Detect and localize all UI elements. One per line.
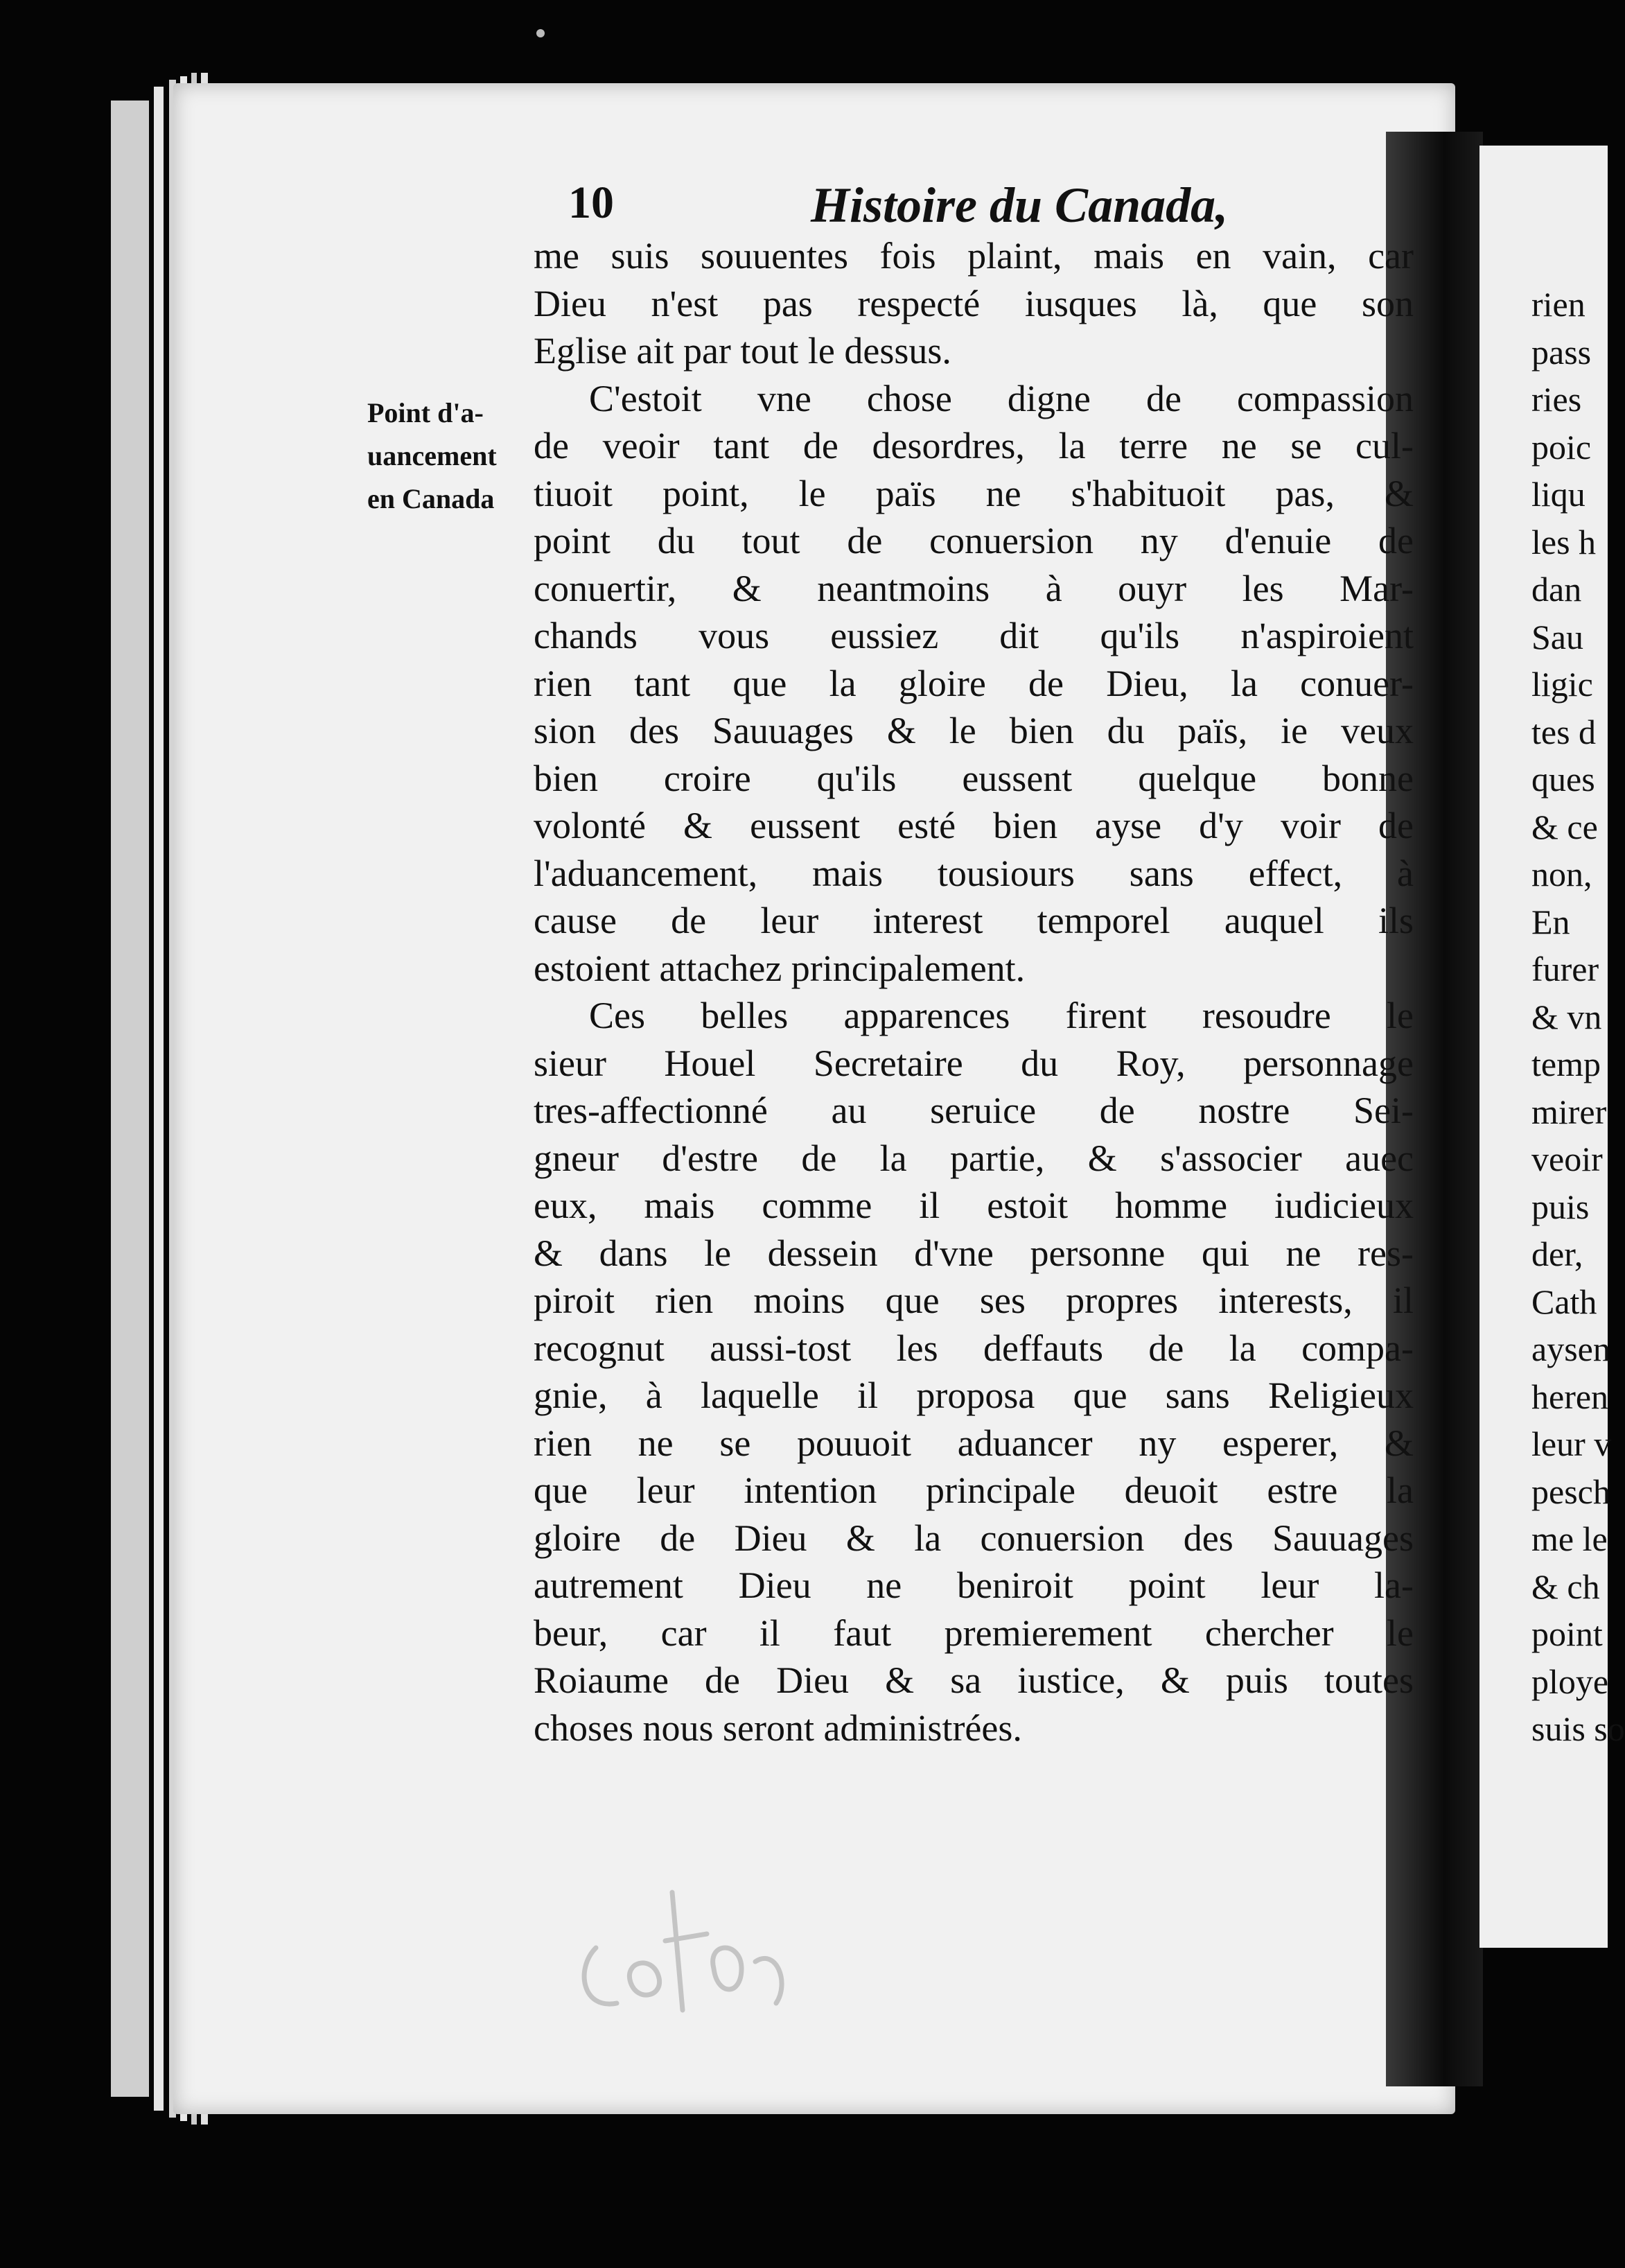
facing-text-line: & ce: [1531, 807, 1598, 846]
text-line: gnie, à laquelle il proposa que sans Religieux: [534, 1375, 1414, 1416]
text-line: Dieu n'est pas respecté iusques là, que son: [534, 282, 1414, 324]
text-line: & dans le dessein d'vne personne qui ne res-: [534, 1232, 1414, 1274]
text-line: me suis souuentes fois plaint, mais en vain, car: [534, 235, 1414, 277]
text-line: rien ne se pouuoit aduancer ny esperer, &: [534, 1422, 1414, 1464]
text-line: Ces belles apparences firent resoudre le: [589, 995, 1414, 1036]
body-text: [534, 232, 1414, 1752]
facing-text-line: & vn: [1531, 997, 1602, 1036]
facing-text-line: mirer: [1531, 1092, 1607, 1131]
text-line: point du tout de conuersion ny d'enuie de: [534, 520, 1414, 561]
facing-text-line: veoir: [1531, 1140, 1603, 1178]
margin-note-line: uancement: [367, 440, 497, 471]
text-line: gloire de Dieu & la conuersion des Sauuages: [534, 1517, 1414, 1559]
text-line: sion des Sauuages & le bien du païs, ie veux: [534, 710, 1414, 751]
text-line: rien tant que la gloire de Dieu, la conuer-: [534, 662, 1414, 704]
text-line: autrement Dieu ne beniroit point leur la-: [534, 1564, 1414, 1606]
facing-text-line: rien: [1531, 285, 1586, 324]
text-line: choses nous seront administrées.: [534, 1707, 1022, 1749]
facing-text-line: me le: [1531, 1519, 1608, 1558]
facing-text-line: aysen: [1531, 1329, 1610, 1368]
pencil-annotation: [568, 1865, 797, 2024]
text-line: tres-affectionné au seruice de nostre Sei-: [534, 1090, 1414, 1131]
text-line: que leur intention principale deuoit estre la: [534, 1469, 1414, 1511]
margin-note-line: Point d'a-: [367, 397, 484, 428]
dust-speck: [534, 26, 547, 40]
text-line: bien croire qu'ils eussent quelque bonne: [534, 757, 1414, 799]
facing-text-line: dan: [1531, 570, 1582, 609]
facing-text-line: pesch: [1531, 1472, 1610, 1511]
text-line: chands vous eussiez dit qu'ils n'aspiroient: [534, 615, 1414, 656]
text-line: sieur Houel Secretaire du Roy, personnage: [534, 1042, 1414, 1084]
facing-text-line: les h: [1531, 522, 1597, 561]
margin-note-line: en Canada: [367, 483, 495, 514]
facing-text-line: ries: [1531, 380, 1582, 419]
text-line: eux, mais comme il estoit homme iudicieux: [534, 1185, 1414, 1226]
facing-text-line: pass: [1531, 332, 1592, 372]
facing-text-line: der,: [1531, 1235, 1583, 1273]
text-line: de veoir tant de desordres, la terre ne se cul-: [534, 425, 1414, 466]
text-line: C'estoit vne chose digne de compassion: [589, 377, 1414, 419]
text-line: Roiaume de Dieu & sa iustice, & puis toutes: [534, 1659, 1414, 1701]
text-line: l'aduancement, mais tousiours sans effect, à: [534, 852, 1414, 894]
facing-text-line: ligic: [1531, 665, 1593, 704]
text-line: cause de leur interest temporel auquel ils: [534, 900, 1414, 941]
facing-text-line: En: [1531, 902, 1570, 941]
facing-text-line: leur v: [1531, 1424, 1612, 1463]
text-line: conuertir, & neantmoins à ouyr les Mar-: [534, 567, 1414, 609]
running-title: Histoire du Canada,: [811, 177, 1229, 233]
page-number: 10: [568, 177, 614, 228]
facing-text-line: ploye: [1531, 1661, 1609, 1701]
text-line: beur, car il faut premierement chercher le: [534, 1612, 1414, 1654]
facing-text-line: poic: [1531, 427, 1592, 466]
facing-text-line: puis: [1531, 1187, 1590, 1226]
facing-text-line: tes d: [1531, 712, 1597, 751]
facing-text-line: point: [1531, 1614, 1603, 1653]
text-line: estoient attachez principalement.: [534, 947, 1026, 989]
text-line: Eglise ait par tout le dessus.: [534, 330, 951, 372]
facing-text-line: temp: [1531, 1045, 1601, 1083]
facing-text-line: & ch: [1531, 1567, 1600, 1606]
text-line: piroit rien moins que ses propres interests, il: [534, 1280, 1414, 1321]
text-line: recognut aussi-tost les deffauts de la compa-: [534, 1327, 1414, 1369]
text-line: volonté & eussent esté bien ayse d'y voir de: [534, 805, 1414, 846]
facing-text-line: Cath: [1531, 1282, 1597, 1321]
facing-text-line: ques: [1531, 760, 1595, 799]
facing-page-text: [1531, 281, 1625, 1753]
margin-note: [367, 392, 554, 521]
facing-text-line: non,: [1531, 855, 1592, 893]
facing-text-line: furer: [1531, 950, 1599, 988]
facing-text-line: suis so: [1531, 1709, 1625, 1748]
facing-text-line: liqu: [1531, 475, 1586, 514]
facing-text-line: Sau: [1531, 617, 1583, 656]
facing-text-line: heren: [1531, 1377, 1609, 1416]
text-line: gneur d'estre de la partie, & s'associer auec: [534, 1137, 1414, 1179]
text-line: tiuoit point, le païs ne s'habituoit pas, &: [534, 472, 1414, 514]
